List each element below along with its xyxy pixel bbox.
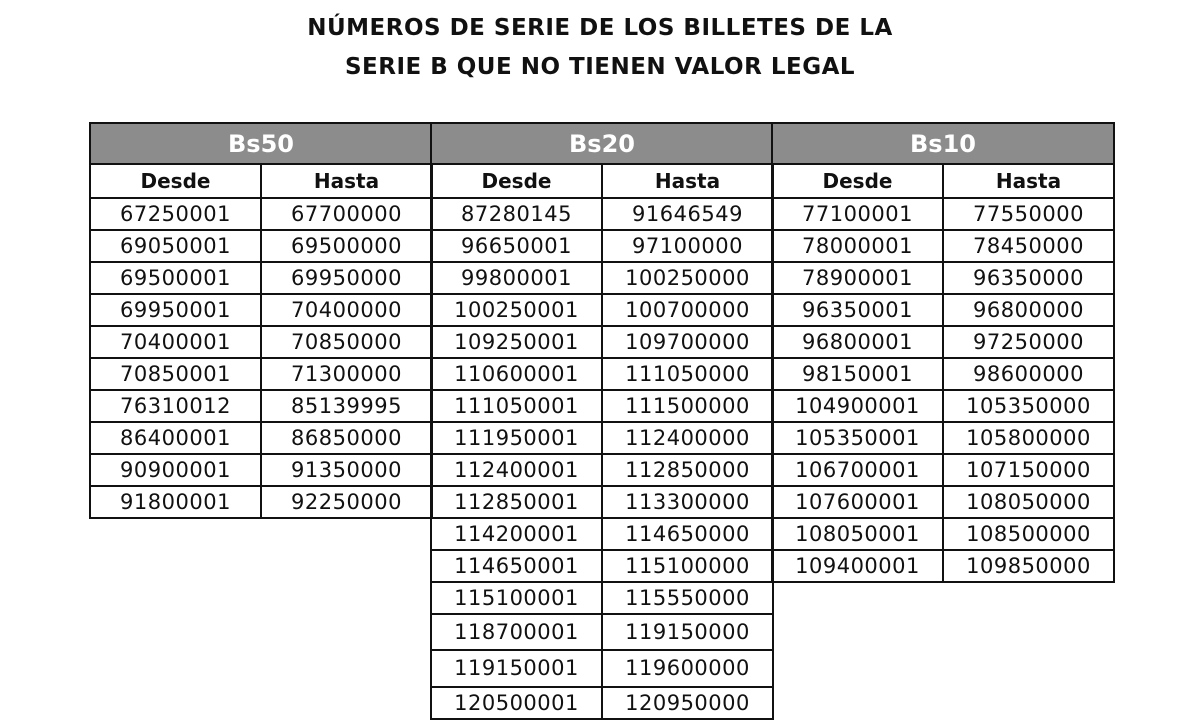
table-row [432,263,772,295]
table-row [432,519,772,551]
table-row [91,423,431,455]
table-row [91,359,431,391]
table-row [91,263,431,295]
serial-from-cell: 96800001 [773,327,944,357]
serial-from-cell: 70400001 [91,327,262,357]
column-header-desde: Desde [773,165,944,197]
serial-to-cell: 109850000 [966,554,1091,578]
table-row [773,487,1113,519]
table-row [91,231,431,263]
serial-to-cell: 105800000 [966,426,1091,450]
table-row [773,359,1113,391]
serial-from-cell: 69950001 [91,295,262,325]
serial-to-cell: 91350000 [291,458,402,482]
serial-to-cell: 120950000 [625,691,750,715]
table-row [432,423,772,455]
serial-from-cell: 70850001 [91,359,262,389]
serial-to-cell: 69950000 [291,266,402,290]
table-row [91,327,431,359]
table-row [432,583,772,615]
serial-from-cell: 114200001 [432,519,603,549]
serial-to-cell: 70400000 [291,298,402,322]
serial-from-cell: 69050001 [91,231,262,261]
serial-from-cell: 109400001 [773,551,944,581]
serial-to-cell: 115100000 [625,554,750,578]
serial-from-cell: 109250001 [432,327,603,357]
serial-to-cell: 92250000 [291,490,402,514]
table-row [432,391,772,423]
table-row [773,391,1113,423]
serial-from-cell: 69500001 [91,263,262,293]
serial-to-cell: 108050000 [966,490,1091,514]
serial-from-cell: 90900001 [91,455,262,485]
serial-to-cell: 111050000 [625,362,750,386]
table-row [773,295,1113,327]
serial-to-cell: 70850000 [291,330,402,354]
serial-to-cell: 113300000 [625,490,750,514]
table-row [432,688,772,720]
table-row [91,295,431,327]
table-row [773,551,1113,583]
serial-to-cell: 71300000 [291,362,402,386]
serial-from-cell: 111950001 [432,423,603,453]
page-title-line-1: NÚMEROS DE SERIE DE LOS BILLETES DE LA [307,15,893,41]
table-bs20 [430,122,774,720]
serial-to-cell: 109700000 [625,330,750,354]
serial-to-cell: 100250000 [625,266,750,290]
serial-to-cell: 78450000 [973,234,1084,258]
serial-from-cell: 110600001 [432,359,603,389]
serial-from-cell: 120500001 [432,688,603,718]
table-row [432,231,772,263]
serial-to-cell: 97250000 [973,330,1084,354]
table-row [432,487,772,519]
denomination-header-bs10: Bs10 [773,122,1113,165]
serial-to-cell: 114650000 [625,522,750,546]
serial-to-cell: 77550000 [973,202,1084,226]
column-headers [91,165,431,199]
column-header-hasta: Hasta [313,169,380,193]
table-row [432,455,772,487]
serial-from-cell: 104900001 [773,391,944,421]
table-row [773,327,1113,359]
table-row [432,359,772,391]
column-headers [773,165,1113,199]
denomination-header-bs50: Bs50 [91,122,431,165]
table-row [91,455,431,487]
column-header-desde: Desde [432,165,603,197]
serial-from-cell: 108050001 [773,519,944,549]
page-title-line-2: SERIE B QUE NO TIENEN VALOR LEGAL [344,54,856,80]
serial-to-cell: 111500000 [625,394,750,418]
serial-to-cell: 98600000 [973,362,1084,386]
serial-from-cell: 118700001 [432,615,603,649]
serial-to-cell: 85139995 [291,394,402,418]
table-row [432,199,772,231]
serial-from-cell: 106700001 [773,455,944,485]
serial-from-cell: 87280145 [432,199,603,229]
table-row [91,199,431,231]
serial-from-cell: 86400001 [91,423,262,453]
serial-to-cell: 67700000 [291,202,402,226]
serial-to-cell: 91646549 [632,202,743,226]
column-headers [432,165,772,199]
table-row [773,199,1113,231]
table-row [432,327,772,359]
column-header-hasta: Hasta [995,169,1062,193]
serial-from-cell: 112400001 [432,455,603,485]
serial-to-cell: 115550000 [625,586,750,610]
serial-from-cell: 96350001 [773,295,944,325]
serial-from-cell: 98150001 [773,359,944,389]
serial-from-cell: 105350001 [773,423,944,453]
denomination-header-bs20: Bs20 [432,122,772,165]
serial-to-cell: 100700000 [625,298,750,322]
serial-to-cell: 96350000 [973,266,1084,290]
table-row [773,231,1113,263]
serial-from-cell: 115100001 [432,583,603,613]
serial-from-cell: 96650001 [432,231,603,261]
table-row [432,651,772,688]
serial-from-cell: 114650001 [432,551,603,581]
serial-to-cell: 108500000 [966,522,1091,546]
table-bs10 [771,122,1115,583]
serial-from-cell: 99800001 [432,263,603,293]
serial-from-cell: 100250001 [432,295,603,325]
serial-to-cell: 69500000 [291,234,402,258]
serial-to-cell: 105350000 [966,394,1091,418]
table-row [91,391,431,423]
table-row [91,487,431,519]
table-row [773,455,1113,487]
serial-to-cell: 96800000 [973,298,1084,322]
serial-from-cell: 78000001 [773,231,944,261]
table-row [432,615,772,651]
table-row [432,551,772,583]
table-bs50 [89,122,433,519]
serial-to-cell: 97100000 [632,234,743,258]
table-row [432,295,772,327]
serial-from-cell: 112850001 [432,487,603,517]
serial-to-cell: 86850000 [291,426,402,450]
column-header-desde: Desde [91,165,262,197]
serial-to-cell: 119600000 [625,656,750,680]
serial-from-cell: 67250001 [91,199,262,229]
column-header-hasta: Hasta [654,169,721,193]
serial-to-cell: 107150000 [966,458,1091,482]
table-row [773,423,1113,455]
table-row [773,263,1113,295]
serial-from-cell: 119150001 [432,651,603,686]
serial-to-cell: 112400000 [625,426,750,450]
serial-from-cell: 111050001 [432,391,603,421]
serial-from-cell: 107600001 [773,487,944,517]
serial-to-cell: 119150000 [625,620,750,644]
serial-from-cell: 78900001 [773,263,944,293]
table-row [773,519,1113,551]
serial-from-cell: 91800001 [91,487,262,517]
serial-from-cell: 76310012 [91,391,262,421]
serial-from-cell: 77100001 [773,199,944,229]
serial-to-cell: 112850000 [625,458,750,482]
